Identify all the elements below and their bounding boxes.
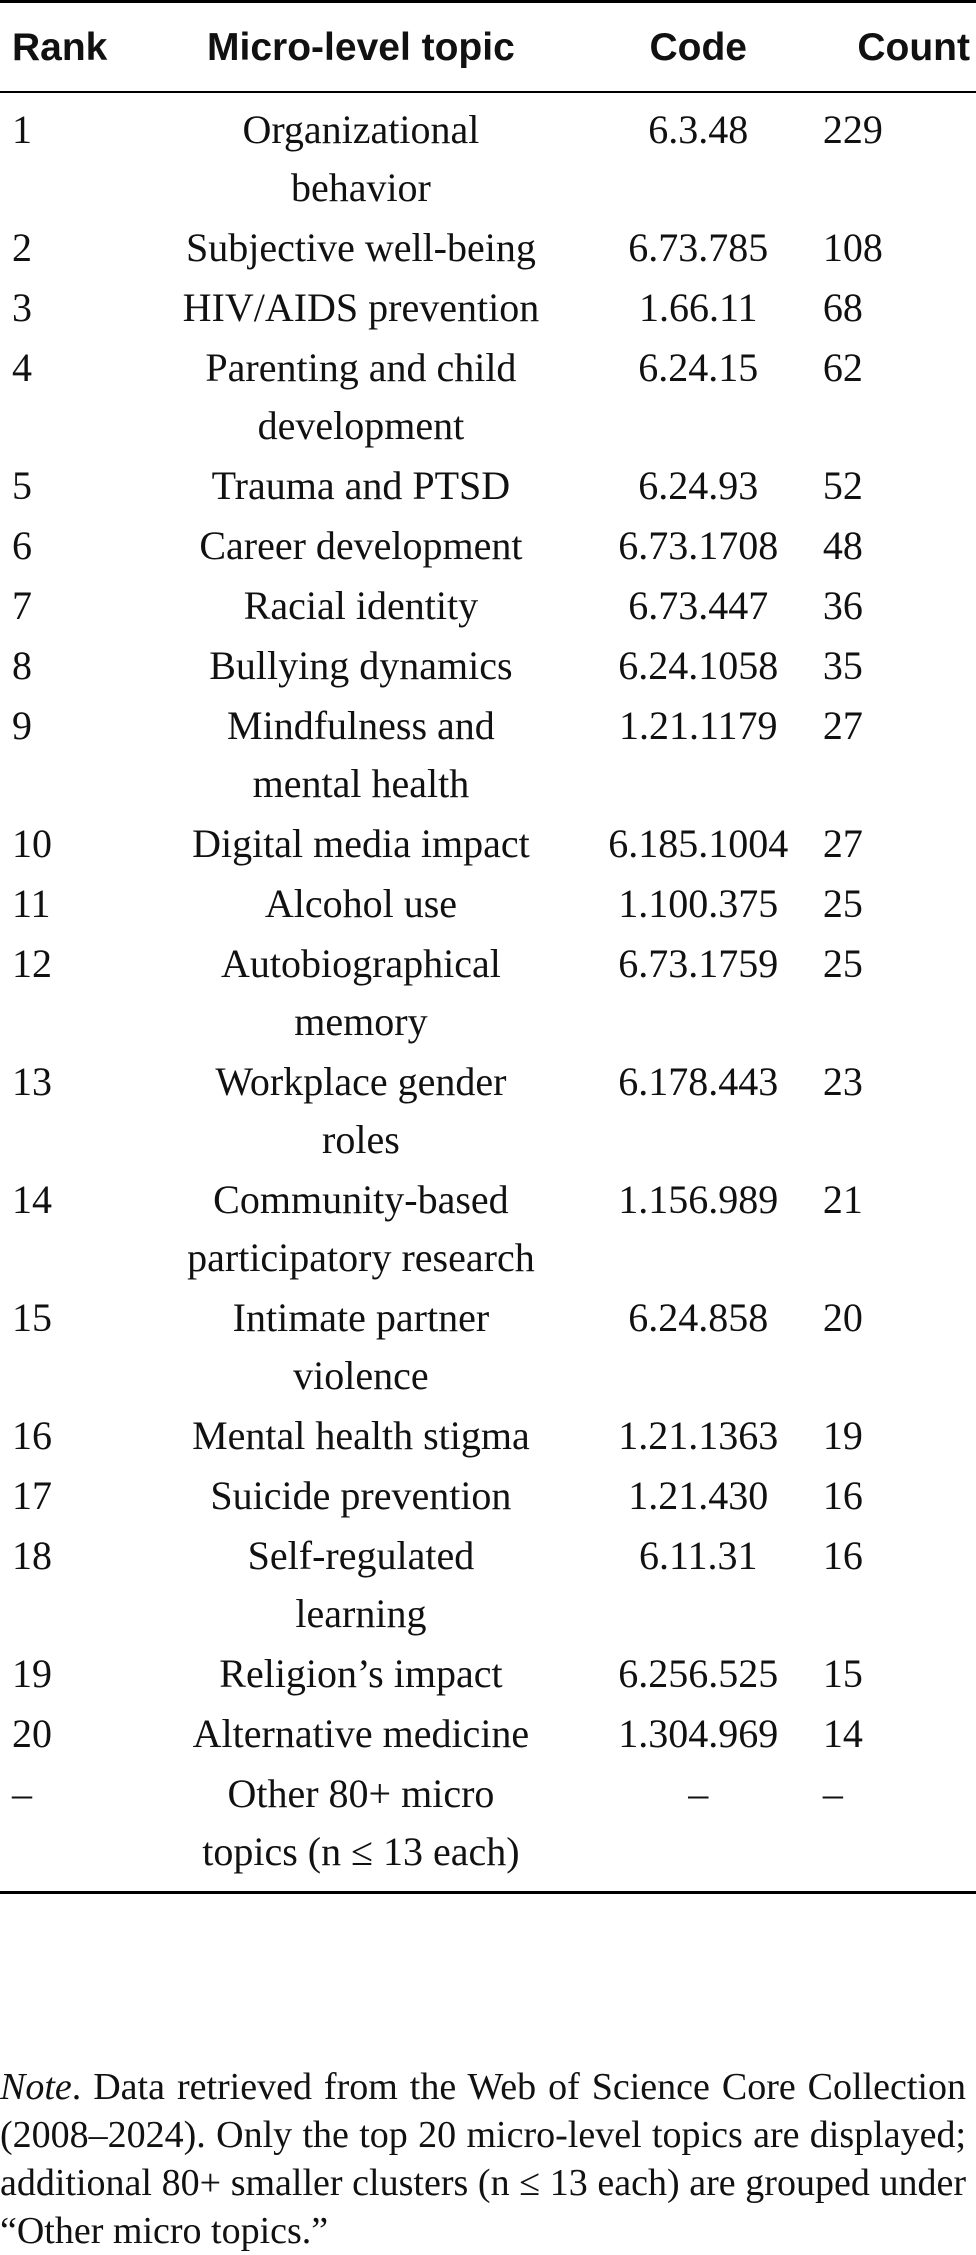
- cell-rank: 7: [12, 583, 32, 628]
- cell-count: 25: [822, 941, 863, 986]
- table-row: [0, 695, 976, 813]
- header-row: [0, 2, 976, 93]
- note-text: . Data retrieved from the Web of Science Core Collection (2008–2024). Only the top 20 micro-level topics are displayed; additional 80+ smaller clusters (n ≤ 13 each) are grouped under “Other micro topics.”: [0, 2066, 966, 2252]
- table-row: [0, 933, 976, 1051]
- cell-topic: Self-regulated learning: [247, 1533, 475, 1636]
- cell-topic: Parenting and child development: [205, 345, 517, 448]
- cell-rank: 16: [12, 1413, 52, 1458]
- cell-code: 6.73.1708: [618, 523, 779, 568]
- cell-count: 35: [822, 643, 863, 688]
- table-row: [0, 515, 976, 575]
- cell-count: 25: [822, 881, 863, 926]
- cell-code: 6.3.48: [648, 107, 749, 152]
- cell-count: 19: [822, 1413, 863, 1458]
- cell-rank: 4: [12, 345, 32, 390]
- cell-topic: Workplace gender roles: [215, 1059, 507, 1162]
- table-row: [0, 635, 976, 695]
- cell-count: 14: [822, 1711, 863, 1756]
- cell-count: 68: [822, 285, 863, 330]
- cell-count: 27: [822, 821, 863, 866]
- cell-code: 1.66.11: [639, 285, 758, 330]
- header-rank: Rank: [0, 2, 142, 93]
- table-row: [0, 1643, 976, 1703]
- cell-rank: 15: [12, 1295, 52, 1340]
- cell-rank: 20: [12, 1711, 52, 1756]
- cell-rank: 6: [12, 523, 32, 568]
- cell-topic: Community-based participatory research: [187, 1177, 535, 1280]
- cell-code: 6.73.785: [628, 225, 769, 270]
- table-row: [0, 1703, 976, 1763]
- cell-code: 6.24.15: [638, 345, 759, 390]
- header-code: Code: [580, 2, 817, 93]
- table-row: [0, 1051, 976, 1169]
- cell-topic: Organizational behavior: [242, 107, 480, 210]
- table-header: [0, 2, 976, 93]
- cell-code: 1.21.1179: [619, 703, 778, 748]
- cell-count: 16: [822, 1533, 863, 1578]
- cell-rank: 12: [12, 941, 52, 986]
- cell-code: 1.21.430: [628, 1473, 769, 1518]
- cell-code: 6.73.447: [628, 583, 769, 628]
- cell-topic: Mental health stigma: [192, 1413, 530, 1458]
- cell-code: 1.100.375: [618, 881, 779, 926]
- cell-topic: Intimate partner violence: [232, 1295, 490, 1398]
- cell-count: 108: [822, 225, 883, 270]
- cell-code: 6.24.93: [638, 463, 759, 508]
- table-row: [0, 337, 976, 455]
- table-row: [0, 1287, 976, 1405]
- table-row: [0, 1465, 976, 1525]
- cell-topic: Digital media impact: [192, 821, 530, 866]
- cell-code: –: [580, 1763, 817, 1893]
- cell-topic: Subjective well-being: [185, 225, 536, 270]
- cell-topic: Mindfulness and mental health: [227, 703, 495, 806]
- cell-topic: Alternative medicine: [192, 1711, 530, 1756]
- cell-topic: Trauma and PTSD: [211, 463, 511, 508]
- cell-topic: Career development: [199, 523, 523, 568]
- cell-count: 27: [822, 703, 863, 748]
- cell-topic: Suicide prevention: [210, 1473, 512, 1518]
- cell-count: 62: [822, 345, 863, 390]
- cell-rank: 3: [12, 285, 32, 330]
- cell-count: 229: [822, 107, 883, 152]
- cell-code: 6.178.443: [618, 1059, 779, 1104]
- cell-code: 6.24.858: [628, 1295, 769, 1340]
- header-count: Count: [817, 2, 976, 93]
- table-row: [0, 92, 976, 217]
- cell-rank: 8: [12, 643, 32, 688]
- cell-count: 16: [822, 1473, 863, 1518]
- note-label: Note: [0, 2066, 72, 2108]
- cell-rank: 13: [12, 1059, 52, 1104]
- table-row: [0, 1405, 976, 1465]
- cell-topic: Racial identity: [243, 583, 479, 628]
- cell-count: 36: [822, 583, 863, 628]
- table-row: [0, 455, 976, 515]
- cell-code: 1.156.989: [618, 1177, 779, 1222]
- header-topic: Micro-level topic: [142, 2, 579, 93]
- cell-rank: 19: [12, 1651, 52, 1696]
- cell-topic: Other 80+ micro topics (n ≤ 13 each): [142, 1763, 579, 1893]
- cell-code: 6.73.1759: [618, 941, 779, 986]
- table-note: [0, 2063, 976, 2255]
- cell-code: 1.21.1363: [618, 1413, 779, 1458]
- cell-count: 21: [822, 1177, 863, 1222]
- table-row: [0, 813, 976, 873]
- cell-rank: 11: [12, 881, 51, 926]
- cell-count: –: [817, 1763, 976, 1893]
- cell-rank: 2: [12, 225, 32, 270]
- cell-count: 48: [822, 523, 863, 568]
- table-row: [0, 1763, 976, 1893]
- cell-rank: –: [0, 1763, 142, 1893]
- cell-rank: 1: [12, 107, 32, 152]
- cell-topic: Religion’s impact: [219, 1651, 503, 1696]
- cell-rank: 10: [12, 821, 52, 866]
- cell-code: 1.304.969: [618, 1711, 779, 1756]
- cell-count: 15: [822, 1651, 863, 1696]
- cell-topic: Autobiographical memory: [220, 941, 501, 1044]
- cell-topic: Bullying dynamics: [209, 643, 513, 688]
- cell-code: 6.256.525: [618, 1651, 779, 1696]
- table-row: [0, 1525, 976, 1643]
- cell-rank: 18: [12, 1533, 52, 1578]
- table-body: [0, 92, 976, 1893]
- table-row: [0, 217, 976, 277]
- cell-rank: 9: [12, 703, 32, 748]
- cell-rank: 14: [12, 1177, 52, 1222]
- table-row: [0, 873, 976, 933]
- table-row: [0, 575, 976, 635]
- cell-rank: 5: [12, 463, 32, 508]
- cell-count: 52: [822, 463, 863, 508]
- table-row: [0, 1169, 976, 1287]
- cell-code: 6.185.1004: [608, 821, 789, 866]
- cell-code: 6.24.1058: [618, 643, 779, 688]
- cell-count: 23: [822, 1059, 863, 1104]
- cell-code: 6.11.31: [639, 1533, 758, 1578]
- table-row: [0, 277, 976, 337]
- cell-rank: 17: [12, 1473, 52, 1518]
- cell-topic: HIV/AIDS prevention: [182, 285, 540, 330]
- cell-count: 20: [822, 1295, 863, 1340]
- cell-topic: Alcohol use: [264, 881, 458, 926]
